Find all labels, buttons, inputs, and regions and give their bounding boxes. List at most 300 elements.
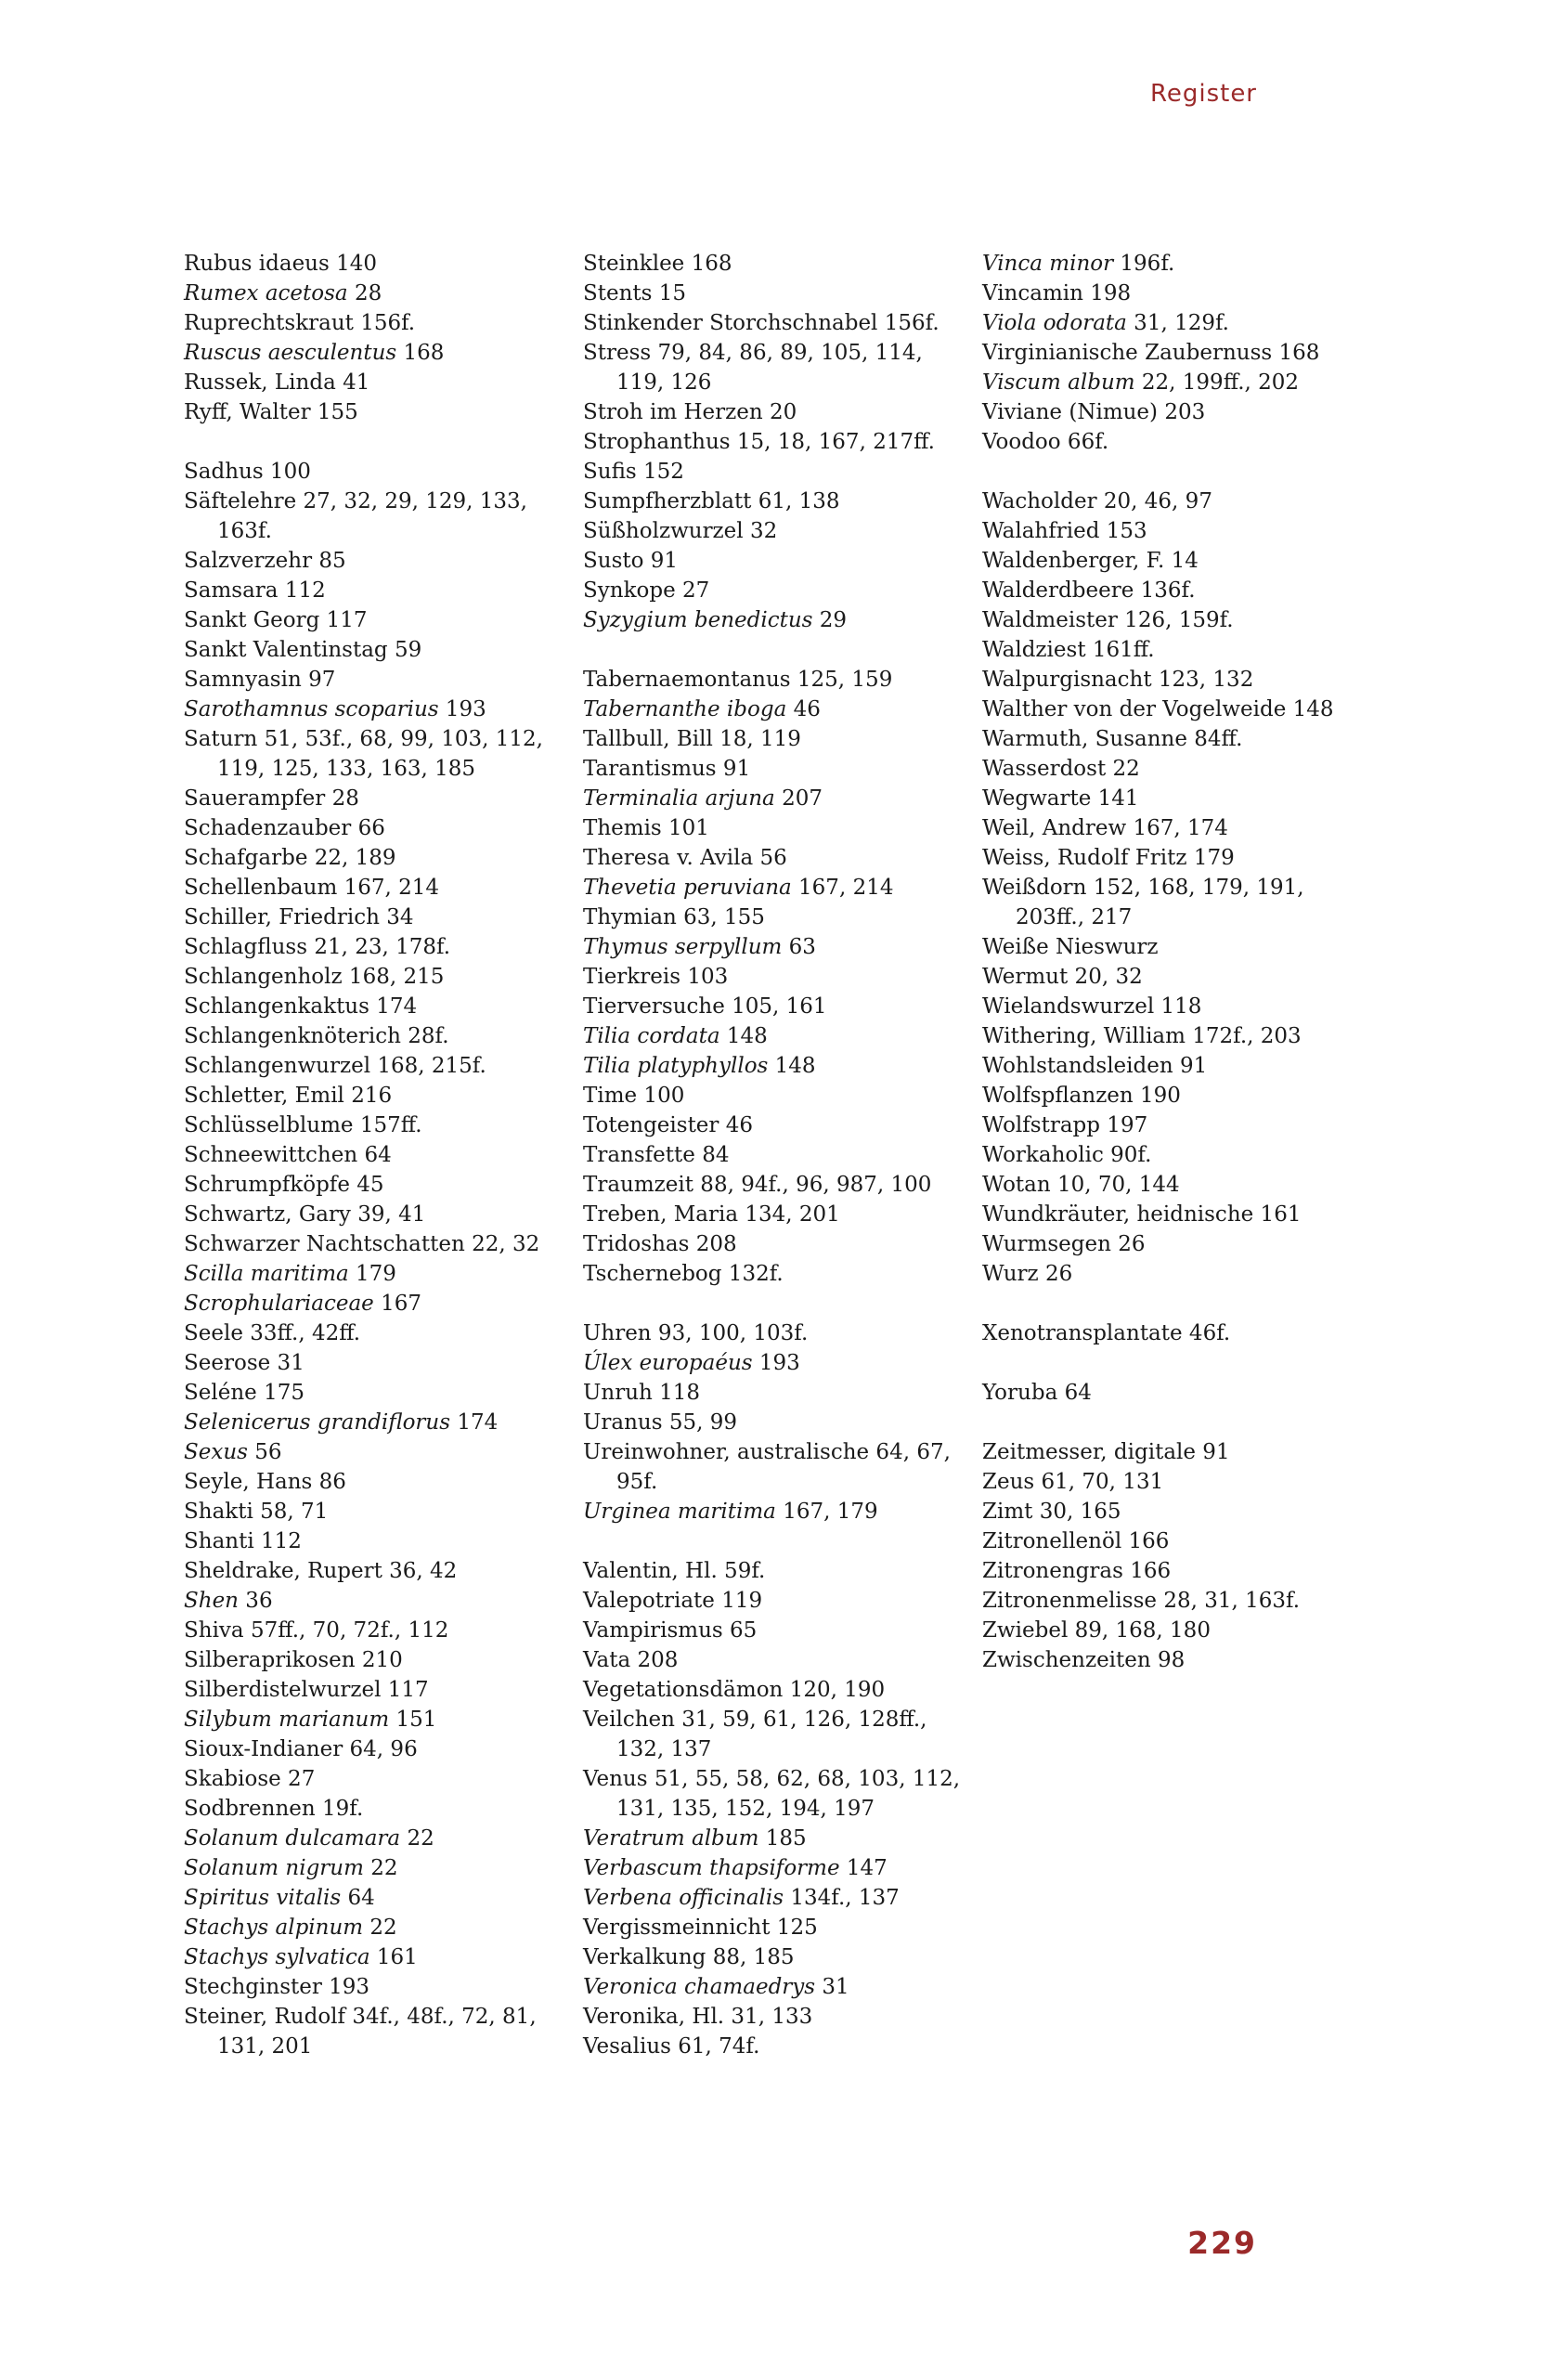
index-term: Schadenzauber [184, 816, 352, 840]
index-entry [982, 576, 1354, 605]
index-pages: 56 [753, 846, 787, 870]
index-entry [184, 1467, 574, 1497]
index-pages: 193 [438, 697, 486, 721]
index-pages: 34f., 48f., 72, 81, 131, 201 [217, 2005, 537, 2059]
index-term: Tschernebog [583, 1262, 722, 1286]
index-entry [982, 1200, 1354, 1229]
index-term: Wurmsegen [982, 1232, 1111, 1256]
index-pages: 45 [349, 1173, 384, 1197]
index-pages: 63, 155 [676, 905, 765, 929]
index-entry [982, 279, 1354, 308]
index-entry [184, 903, 574, 932]
index-term: Tierversuche [583, 994, 725, 1019]
index-term: Schrumpfköpfe [184, 1173, 350, 1197]
index-pages: 167, 214 [337, 876, 439, 900]
index-pages: 26 [1110, 1232, 1146, 1256]
index-pages: 132f. [721, 1262, 784, 1286]
index-term: Sheldrake, Rupert [184, 1559, 382, 1583]
index-entry [982, 1051, 1354, 1081]
index-term: Voodoo [982, 430, 1061, 454]
index-entry [982, 308, 1354, 338]
index-entry [184, 665, 574, 695]
index-entry [583, 1408, 973, 1437]
index-term: Wasserdost [982, 757, 1107, 781]
index-pages: 172f., 203 [1185, 1024, 1302, 1048]
index-term: Silberdistelwurzel [184, 1678, 382, 1702]
index-entry [583, 754, 973, 784]
index-pages: 91 [1173, 1054, 1208, 1078]
index-entry [982, 665, 1354, 695]
index-term: Seyle, Hans [184, 1470, 313, 1494]
index-term: Veronica chamaedrys [583, 1975, 816, 1999]
index-pages: 157ff. [353, 1113, 422, 1137]
index-entry [982, 635, 1354, 665]
index-entry [583, 249, 973, 279]
index-entry [583, 1883, 973, 1913]
index-entry [184, 962, 574, 992]
index-pages: 28f. [400, 1024, 449, 1048]
index-pages: 198 [1082, 281, 1132, 305]
index-entry [982, 487, 1354, 516]
index-entry [184, 1497, 574, 1526]
index-entry [184, 873, 574, 903]
index-entry [184, 546, 574, 576]
index-term: Sauerampfer [184, 786, 326, 811]
index-term: Vampirismus [583, 1618, 723, 1643]
index-entry [184, 249, 574, 279]
index-pages: 93, 100, 103f. [651, 1321, 809, 1345]
index-entry [982, 605, 1354, 635]
index-entry [982, 1140, 1354, 1170]
index-entry [184, 1794, 574, 1824]
index-pages: 15 [652, 281, 687, 305]
index-term: Waldziest [982, 638, 1086, 662]
index-entry [583, 665, 973, 695]
index-pages: 88, 94f., 96, 987, 100 [693, 1173, 932, 1197]
index-term: Transfette [583, 1143, 695, 1167]
index-term: Vegetationsdämon [583, 1678, 784, 1702]
index-entry [583, 1853, 973, 1883]
index-entry [184, 932, 574, 962]
index-term: Virginianische Zaubernuss [982, 341, 1273, 365]
index-entry [583, 487, 973, 516]
index-entry [184, 457, 574, 487]
index-term: Schlüsselblume [184, 1113, 354, 1137]
index-term: Themis [583, 816, 662, 840]
index-pages: 91 [1196, 1440, 1230, 1464]
index-entry [184, 1705, 574, 1734]
index-term: Sioux-Indianer [184, 1737, 343, 1761]
index-term: Selenicerus grandiflorus [184, 1410, 451, 1435]
index-entry [184, 1081, 574, 1111]
index-term: Totengeister [583, 1113, 719, 1137]
index-term: Salzverzehr [184, 549, 313, 573]
index-entry [583, 1378, 973, 1408]
index-term: Skabiose [184, 1767, 281, 1791]
index-entry [583, 843, 973, 873]
index-term: Sexus [184, 1440, 248, 1464]
index-pages: 174 [369, 994, 418, 1019]
index-pages: 64 [1057, 1381, 1092, 1405]
index-entry [982, 932, 1354, 962]
index-entry [184, 1200, 574, 1229]
index-pages: 126, 159f. [1117, 608, 1234, 632]
index-entry [184, 1229, 574, 1259]
index-pages: 167 [373, 1292, 421, 1316]
index-entry [184, 1972, 574, 2002]
index-term: Verbascum thapsiforme [583, 1856, 840, 1880]
index-pages: 27, 32, 29, 129, 133, 163f. [217, 489, 527, 543]
index-entry [184, 338, 574, 368]
index-term: Stachys sylvatica [184, 1945, 370, 1969]
index-pages: 32 [743, 519, 778, 543]
index-pages: 118 [652, 1381, 701, 1405]
index-term: Urginea maritima [583, 1500, 776, 1524]
index-term: Stechginster [184, 1975, 322, 1999]
index-entry [583, 1348, 973, 1378]
index-pages: 36 [239, 1589, 273, 1613]
index-pages: 56 [247, 1440, 282, 1464]
index-pages: 29 [812, 608, 848, 632]
index-pages: 98 [1150, 1648, 1186, 1672]
index-column-2 [583, 249, 973, 2061]
index-pages: 134, 201 [738, 1202, 840, 1227]
index-term: Russek, Linda [184, 370, 336, 395]
index-pages: 22, 32 [464, 1232, 540, 1256]
index-entry [583, 546, 973, 576]
index-entry [184, 992, 574, 1021]
index-entry [184, 1556, 574, 1586]
index-pages: 19f. [315, 1797, 364, 1821]
index-term: Valepotriate [583, 1589, 715, 1613]
index-term: Wolfspflanzen [982, 1084, 1134, 1108]
index-entry [583, 1497, 973, 1526]
index-term: Zwischenzeiten [982, 1648, 1151, 1672]
index-term: Vincamin [982, 281, 1083, 305]
index-pages: 185 [758, 1826, 807, 1851]
letter-group-gap [982, 457, 1354, 487]
index-term: Weil, Andrew [982, 816, 1127, 840]
index-pages: 64 [341, 1886, 375, 1910]
index-pages: 31 [270, 1351, 305, 1375]
index-pages: 167, 174 [1126, 816, 1228, 840]
index-pages: 31 [815, 1975, 849, 1999]
index-term: Vesalius [583, 2034, 671, 2059]
index-term: Veronika, Hl. [583, 2005, 725, 2029]
index-pages: 168 [684, 252, 732, 276]
index-pages: 66 [351, 816, 385, 840]
index-pages: 22, 189 [307, 846, 396, 870]
index-pages: 91 [716, 757, 751, 781]
index-pages: 207 [774, 786, 823, 811]
index-term: Vinca minor [982, 252, 1114, 276]
index-entry [583, 1437, 973, 1497]
index-entry [982, 1586, 1354, 1616]
index-entry [583, 1824, 973, 1853]
index-pages: 210 [355, 1648, 403, 1672]
index-entry [583, 1259, 973, 1289]
index-pages: 166 [1122, 1559, 1172, 1583]
index-pages: 61, 74f. [670, 2034, 760, 2059]
index-entry [982, 1467, 1354, 1497]
index-pages: 66f. [1060, 430, 1109, 454]
index-pages: 86 [312, 1470, 346, 1494]
index-term: Ruscus aesculentus [184, 341, 397, 365]
index-pages: 51, 55, 58, 62, 68, 103, 112, 131, 135, 152, 194, 197 [616, 1767, 961, 1821]
index-entry [982, 338, 1354, 368]
index-entry [982, 1259, 1354, 1289]
index-pages: 20, 32 [1068, 965, 1143, 989]
index-entry [982, 368, 1354, 397]
index-entry [184, 1170, 574, 1200]
index-entry [583, 1111, 973, 1140]
index-pages: 190 [1133, 1084, 1181, 1108]
index-term: Unruh [583, 1381, 653, 1405]
index-entry [583, 962, 973, 992]
index-entry [583, 1318, 973, 1348]
index-entry [583, 308, 973, 338]
index-entry [184, 576, 574, 605]
index-pages: 58, 71 [253, 1500, 329, 1524]
index-pages: 31, 133 [724, 2005, 813, 2029]
index-term: Ruprechtskraut [184, 311, 354, 335]
letter-group-gap [583, 635, 973, 665]
index-pages: 22 [400, 1826, 434, 1851]
index-term: Walther von der Vogelweide [982, 697, 1287, 721]
letter-group-gap [982, 1289, 1354, 1318]
index-pages: 61, 70, 131 [1034, 1470, 1164, 1494]
index-pages: 89, 168, 180 [1068, 1618, 1211, 1643]
index-term: Viviane (Nimue) [982, 400, 1159, 424]
index-term: Shanti [184, 1529, 254, 1553]
index-pages: 14 [1164, 549, 1199, 573]
index-pages: 31, 59, 61, 126, 128ff., 132, 137 [616, 1708, 927, 1761]
index-term: Thymus serpyllum [583, 935, 783, 959]
index-entry [184, 1586, 574, 1616]
index-term: Weiße Nieswurz [982, 935, 1159, 959]
index-term: Walahfried [982, 519, 1100, 543]
index-pages: 31, 129f. [1126, 311, 1229, 335]
index-entry [184, 1111, 574, 1140]
index-pages: 41 [335, 370, 370, 395]
index-term: Weiss, Rudolf Fritz [982, 846, 1187, 870]
index-entry [982, 1645, 1354, 1675]
index-entry [184, 308, 574, 338]
index-pages: 175 [256, 1381, 305, 1405]
index-term: Susto [583, 549, 644, 573]
index-entry [982, 516, 1354, 546]
index-term: Uranus [583, 1410, 663, 1435]
index-term: Schlangenwurzel [184, 1054, 371, 1078]
index-pages: 21, 23, 178f. [307, 935, 451, 959]
index-term: Traumzeit [583, 1173, 693, 1197]
index-pages: 167, 214 [791, 876, 894, 900]
index-term: Sufis [583, 460, 637, 484]
index-pages: 125, 159 [790, 668, 893, 692]
index-entry [583, 1616, 973, 1645]
index-entry [583, 784, 973, 813]
index-pages: 193 [752, 1351, 800, 1375]
index-entry [184, 1437, 574, 1467]
index-pages: 117 [319, 608, 368, 632]
index-entry [184, 1764, 574, 1794]
index-pages: 168, 215 [342, 965, 445, 989]
index-pages: 148 [1286, 697, 1334, 721]
index-term: Shiva [184, 1618, 244, 1643]
index-pages: 61, 138 [751, 489, 840, 513]
index-term: Shakti [184, 1500, 253, 1524]
index-pages: 22, 199ff., 202 [1134, 370, 1300, 395]
index-entry [982, 1556, 1354, 1586]
index-entry [184, 1051, 574, 1081]
index-pages: 140 [329, 252, 378, 276]
index-entry [982, 962, 1354, 992]
index-term: Stents [583, 281, 653, 305]
index-term: Rubus idaeus [184, 252, 330, 276]
index-pages: 216 [343, 1084, 393, 1108]
index-entry [583, 279, 973, 308]
index-entry [184, 724, 574, 784]
index-pages: 155 [310, 400, 358, 424]
index-pages: 20 [762, 400, 797, 424]
letter-group-gap [982, 1408, 1354, 1437]
index-entry [982, 873, 1354, 932]
index-pages: 167, 179 [775, 1500, 878, 1524]
index-pages: 15, 18, 167, 217ff. [730, 430, 935, 454]
index-entry [982, 754, 1354, 784]
index-term: Tilia platyphyllos [583, 1054, 769, 1078]
index-pages: 28 [347, 281, 382, 305]
index-entry [184, 487, 574, 546]
index-term: Theresa v. Avila [583, 846, 754, 870]
index-entry [583, 576, 973, 605]
index-entry [184, 1645, 574, 1675]
index-entry [184, 1883, 574, 1913]
index-pages: 193 [321, 1975, 370, 1999]
index-pages: 90f. [1103, 1143, 1152, 1167]
index-pages: 64 [357, 1143, 392, 1167]
index-term: Xenotransplantate [982, 1321, 1183, 1345]
index-pages: 168, 215f. [370, 1054, 486, 1078]
page-number: 229 [1187, 2225, 1257, 2261]
index-pages: 46 [786, 697, 821, 721]
index-term: Zitronenmelisse [982, 1589, 1158, 1613]
index-column-3 [982, 249, 1354, 1675]
index-term: Schlangenknöterich [184, 1024, 401, 1048]
index-entry [583, 1764, 973, 1824]
index-pages: 100 [263, 460, 311, 484]
index-entry [583, 992, 973, 1021]
index-term: Walpurgisnacht [982, 668, 1152, 692]
index-entry [583, 457, 973, 487]
index-pages: 105, 161 [724, 994, 827, 1019]
index-term: Spiritus vitalis [184, 1886, 342, 1910]
index-entry [583, 338, 973, 397]
index-entry [982, 1497, 1354, 1526]
index-pages: 101 [661, 816, 709, 840]
index-term: Stinkender Storchschnabel [583, 311, 878, 335]
index-pages: 85 [312, 549, 346, 573]
index-entry [982, 249, 1354, 279]
letter-group-gap [583, 1289, 973, 1318]
index-entry [184, 1616, 574, 1645]
index-pages: 141 [1091, 786, 1139, 811]
index-pages: 134f., 137 [784, 1886, 900, 1910]
running-header: Register [1149, 80, 1257, 108]
index-pages: 84 [694, 1143, 730, 1167]
index-pages: 117 [381, 1678, 429, 1702]
index-term: Zeitmesser, digitale [982, 1440, 1196, 1464]
index-term: Viscum album [982, 370, 1135, 395]
index-entry [583, 813, 973, 843]
index-term: Stress [583, 341, 652, 365]
index-entry [982, 813, 1354, 843]
index-entry [982, 1111, 1354, 1140]
index-pages: 36, 42 [382, 1559, 458, 1583]
index-entry [184, 1526, 574, 1556]
index-pages: 168 [1272, 341, 1320, 365]
index-entry [184, 1675, 574, 1705]
index-pages: 147 [839, 1856, 888, 1880]
index-term: Vergissmeinnicht [583, 1916, 771, 1940]
index-pages: 84ff. [1186, 727, 1243, 751]
index-term: Zwiebel [982, 1618, 1069, 1643]
index-term: Schletter, Emil [184, 1084, 344, 1108]
index-pages: 179 [348, 1262, 396, 1286]
index-entry [583, 1586, 973, 1616]
index-entry [583, 903, 973, 932]
index-term: Yoruba [982, 1381, 1058, 1405]
index-term: Seerose [184, 1351, 271, 1375]
index-pages: 46 [719, 1113, 753, 1137]
index-entry [982, 1616, 1354, 1645]
index-term: Waldmeister [982, 608, 1118, 632]
index-term: Vata [583, 1648, 631, 1672]
index-term: Valentin, Hl. [583, 1559, 718, 1583]
index-term: Scilla maritima [184, 1262, 349, 1286]
index-pages: 168 [396, 341, 445, 365]
index-pages: 63 [782, 935, 816, 959]
index-term: Terminalia arjuna [583, 786, 775, 811]
index-entry [583, 1675, 973, 1705]
index-pages: 153 [1099, 519, 1147, 543]
index-entry [184, 1378, 574, 1408]
index-entry [184, 279, 574, 308]
index-entry [184, 1140, 574, 1170]
index-pages: 18, 119 [712, 727, 801, 751]
index-entry [982, 1437, 1354, 1467]
index-term: Wegwarte [982, 786, 1092, 811]
index-term: Scrophulariaceae [184, 1292, 374, 1316]
index-pages: 22 [363, 1916, 397, 1940]
index-pages: 156f. [353, 311, 416, 335]
index-term: Schellenbaum [184, 876, 338, 900]
index-term: Workaholic [982, 1143, 1104, 1167]
index-term: Samsara [184, 578, 279, 603]
index-term: Steiner, Rudolf [184, 2005, 346, 2029]
index-entry [184, 1259, 574, 1289]
index-term: Viola odorata [982, 311, 1127, 335]
index-term: Saturn [184, 727, 258, 751]
index-term: Treben, Maria [583, 1202, 739, 1227]
index-pages: 100 [637, 1084, 685, 1108]
index-entry [184, 368, 574, 397]
index-pages: 64, 67, 95f. [616, 1440, 951, 1494]
index-entry [184, 1942, 574, 1972]
index-entry [982, 843, 1354, 873]
index-term: Wohlstandsleiden [982, 1054, 1173, 1078]
index-entry [184, 1853, 574, 1883]
